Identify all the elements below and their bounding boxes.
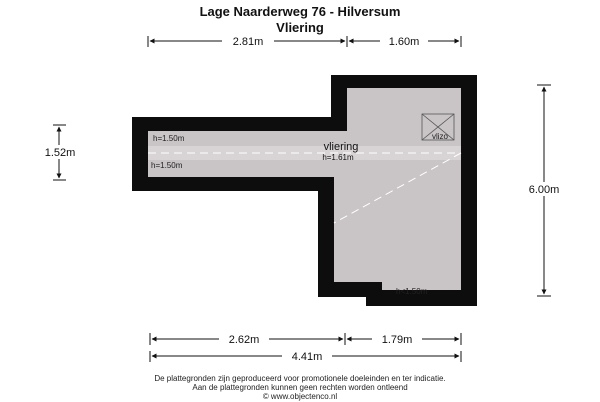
copyright-line: © www.objectenco.nl [262, 392, 338, 401]
address-title: Lage Naarderweg 76 - Hilversum [199, 4, 401, 19]
dimension-bottom-left: 2.62m [228, 334, 260, 346]
eave-label-left-top: h=1.50m [153, 134, 185, 143]
dimension-right-label: 6.00m [528, 184, 560, 196]
vlizo-label: vlizo [431, 132, 449, 141]
dimension-bottom-total-label: 4.41m [291, 351, 323, 363]
disclaimer-line-1: De plattegronden zijn geproduceerd voor promotionele doeleinden en ter indicatie. [154, 374, 446, 383]
room-height: h=1.61m [322, 153, 354, 162]
eave-label-bottom-right: h<1.50m [396, 287, 428, 296]
room-name: vliering [323, 141, 359, 153]
disclaimer-line-2: Aan de plattegronden kunnen geen rechten worden ontleend [192, 383, 408, 392]
floor-title: Vliering [276, 20, 324, 35]
dimension-top-right: 1.60m [388, 36, 420, 48]
eave-label-left-bottom: h=1.50m [151, 161, 183, 170]
dimension-top-left: 2.81m [232, 36, 264, 48]
dimension-bottom-right: 1.79m [381, 334, 413, 346]
dimension-left-label: 1.52m [44, 147, 76, 159]
